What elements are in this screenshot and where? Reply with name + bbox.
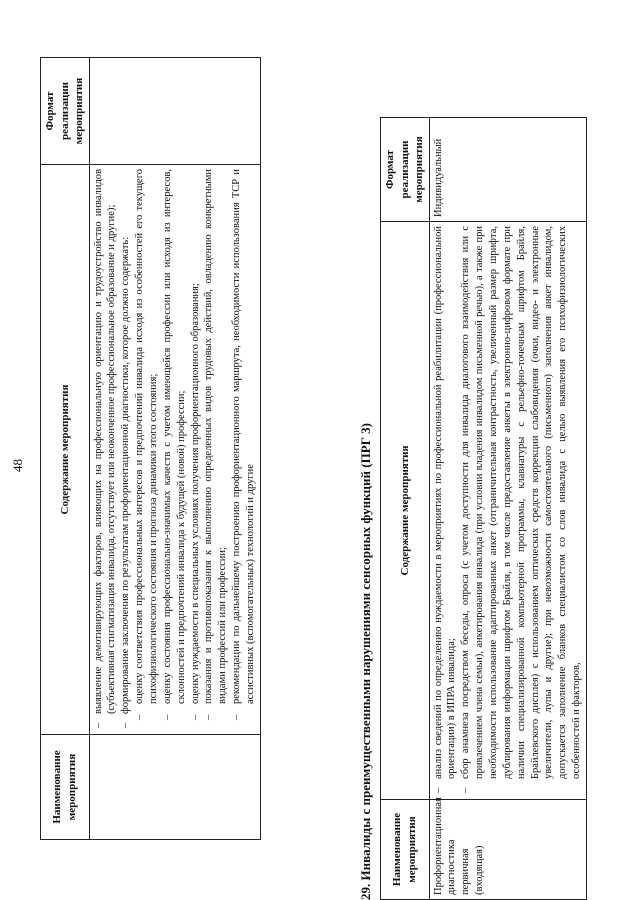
header-content: Содержание мероприятия xyxy=(41,165,90,735)
header-name: Наименование мероприятия xyxy=(381,800,430,900)
header-name: Наименование мероприятия xyxy=(41,735,90,840)
list-item: – рекомендации по дальнейшему построению профориентационного маршрута, необходимости использования ТСР и ассистивных (вспомогательных) технологий и другие xyxy=(230,169,258,730)
cell-format xyxy=(89,58,260,165)
page-number: 48 xyxy=(10,459,25,472)
table-continued xyxy=(40,57,261,840)
table-header-row xyxy=(381,118,430,900)
cell-name xyxy=(89,735,260,840)
header-format: Формат реализации мероприятия xyxy=(41,58,90,165)
list-item: – оценку нуждаемости в специальных условиях получения профориентационного образования; xyxy=(189,169,203,730)
content-list xyxy=(92,169,134,730)
list-item: – оценку соответствия профессиональных интересов и предпочтений инвалида исходя из особенностей его текущего психофизиологического состояния и прогноза динамики этого состояния; xyxy=(133,169,161,730)
list-item: – сбор анамнеза посредством беседы, опроса (с учетом доступности для инвалида диалогового взаимодействия или с привлечением члена семьи), анкетирования инвалида (при условии владения инвалидом письменной речью), а также при необходимости использование адаптированных анкет (отграничительная контрастность, увеличенный размер шрифта, дублирования информации шрифтом Брайля, в том числе предоставление анкеты в электронно-цифровом формате при наличии специализированной компьютерной программы, клавиатуры с рельефно-точечным шрифтом Брайля, Брайлевского дисплея) с использованием оптических средств коррекции слабовидения (очки, видео- и электронные увеличители, лупы и другие); при невозможности самостоятельного (письменного) заполнения анкет инвалидом, допускается заполнение бланков специалистом со слов инвалида с целью выявления его психофизиологических особенностей и факторов, xyxy=(459,226,584,795)
list-item: – выявление демотивирующих факторов, влияющих на профессиональную ориентацию и трудоустройство инвалидов (субъективная стигматизация инвалида, отсутствует или неоконченное профессиональное образование и другие); xyxy=(92,169,120,730)
table-row xyxy=(429,118,586,900)
list-item: – анализ сведений по определению нуждаемости в мероприятиях по профессиональной реабилитации (профессиональной ориентации) в ИПРА инвалида; xyxy=(432,226,460,795)
content-sublist xyxy=(133,169,258,730)
cell-name: Профориентационная диагностика первичная (входящая) xyxy=(429,800,586,900)
cell-content xyxy=(429,222,586,800)
section-title: 29. Инвалиды с преимущественными нарушениями сенсорных функций (ПРГ 3) xyxy=(358,422,373,900)
cell-content xyxy=(89,165,260,735)
table-row xyxy=(89,58,260,840)
cell-format: Индивидуальный xyxy=(429,118,586,222)
table-header-row xyxy=(41,58,90,840)
list-item: – формирование заключения по результатам профориентационной диагностики, которое должно содержать: xyxy=(119,169,133,730)
list-item: – оценку состояния профессионально-значимых качеств с учетом имеющейся профессии или исходя из интересов, склонностей и предпочтений инвалида к будущей (новой) профессии; xyxy=(161,169,189,730)
header-format: Формат реализации мероприятия xyxy=(381,118,430,222)
header-content: Содержание мероприятия xyxy=(381,222,430,800)
list-item: – показания и противопоказания к выполнению определенных видов трудовых действий, овладению конкретными видами профессий или профессии; xyxy=(202,169,230,730)
content-list xyxy=(432,226,584,795)
table-prg3 xyxy=(380,117,587,900)
